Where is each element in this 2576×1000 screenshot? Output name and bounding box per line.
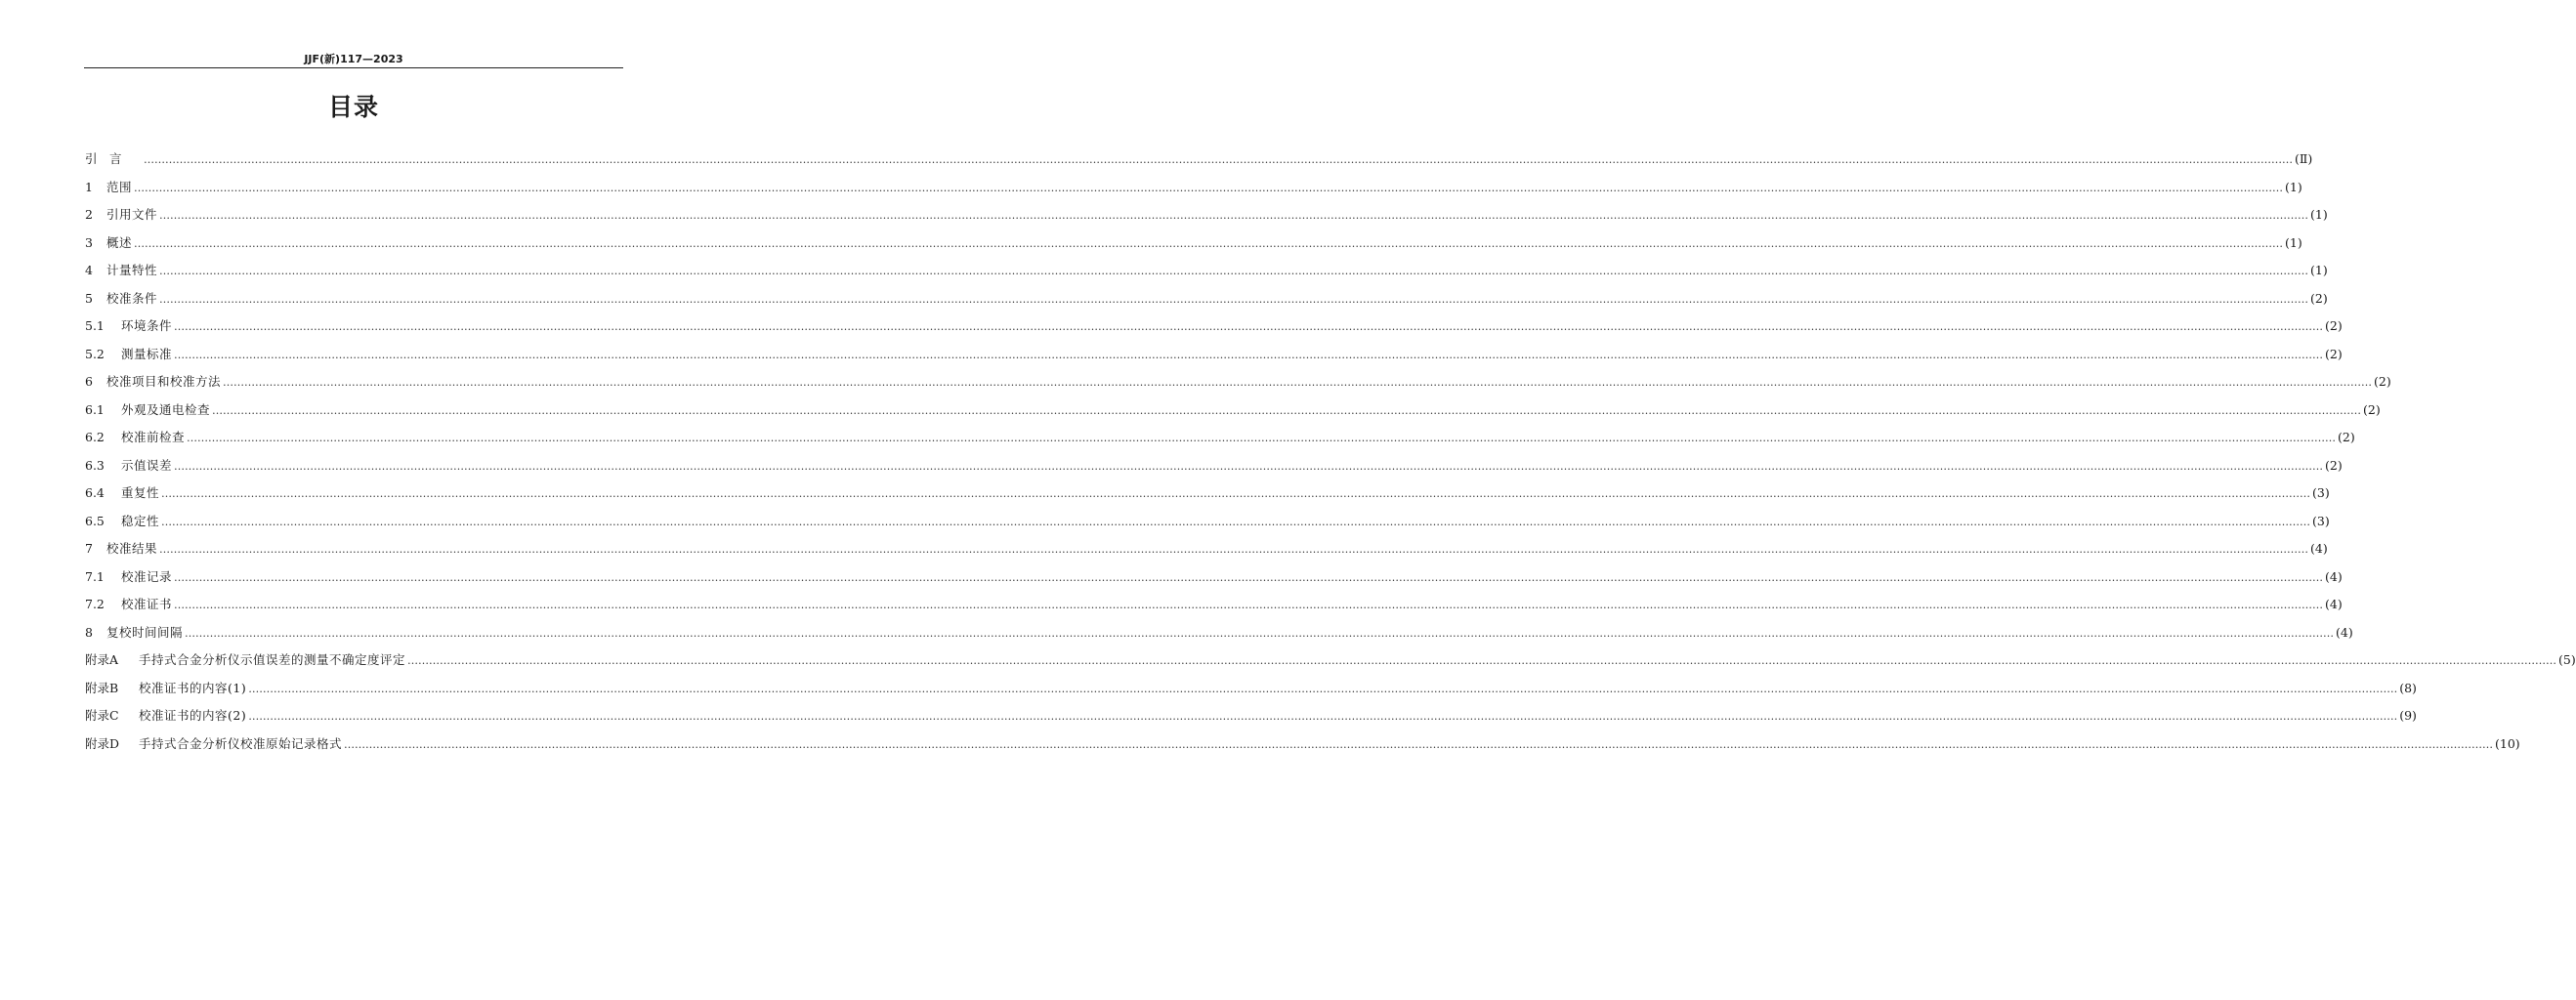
- toc-entry-title: 手持式合金分析仪校准原始记录格式: [139, 735, 343, 751]
- toc-entry-number: 附录A: [85, 652, 119, 667]
- toc-entry-page: (4): [2325, 568, 2343, 584]
- toc-leader-dots: ……………………………………………………………………………………………………………………………………………………………………………………………………………………………………………………………………………………………………………………………………………………………………………………………………………………………………………………………………………………………………………………………………………………: [185, 626, 2335, 640]
- toc-entry-page: (9): [2399, 708, 2417, 723]
- toc-entry-number: 1: [85, 179, 93, 194]
- toc-entry-title: 范围: [106, 179, 133, 194]
- toc-leader-dots: ……………………………………………………………………………………………………………………………………………………………………………………………………………………………………………………………………………………………………………………………………………………………………………………………………………………………………………………………………………………………………………………………………………………: [248, 682, 2398, 695]
- toc-entry-number: 2: [85, 207, 93, 222]
- toc-entry-title: 测量标准: [121, 346, 173, 361]
- toc-entry-number: 引 言: [85, 151, 122, 166]
- toc-leader-dots: ……………………………………………………………………………………………………………………………………………………………………………………………………………………………………………………………………………………………………………………………………………………………………………………………………………………………………………………………………………………………………………………………………………………: [134, 181, 2284, 194]
- toc-entry-number: 6.1: [85, 401, 105, 417]
- toc-entry-page: (5): [2558, 652, 2576, 667]
- toc-entry-title: 计量特性: [106, 263, 158, 277]
- toc-entry-page: (1): [2285, 234, 2302, 250]
- toc-entry[interactable]: [85, 535, 2328, 563]
- toc-entry-page: (4): [2336, 624, 2353, 640]
- toc-entry-page: (2): [2374, 374, 2391, 389]
- toc-leader-dots: ……………………………………………………………………………………………………………………………………………………………………………………………………………………………………………………………………………………………………………………………………………………………………………………………………………………………………………………………………………………………………………………………………………………: [174, 348, 2324, 361]
- toc-leader-dots: ……………………………………………………………………………………………………………………………………………………………………………………………………………………………………………………………………………………………………………………………………………………………………………………………………………………………………………………………………………………………………………………………………………………: [159, 265, 2309, 277]
- toc-entry-number: 附录D: [85, 735, 120, 751]
- toc-entry[interactable]: [85, 285, 2328, 313]
- toc-entry-number: 6: [85, 374, 93, 389]
- toc-entry[interactable]: [85, 619, 2353, 647]
- toc-entry-page: (10): [2495, 735, 2520, 751]
- toc-leader-dots: ……………………………………………………………………………………………………………………………………………………………………………………………………………………………………………………………………………………………………………………………………………………………………………………………………………………………………………………………………………………………………………………………………………………: [161, 515, 2311, 528]
- toc-entry[interactable]: [85, 479, 2330, 508]
- toc-entry-number: 8: [85, 624, 93, 640]
- toc-entry-title: 校准项目和校准方法: [106, 374, 222, 389]
- toc-leader-dots: ……………………………………………………………………………………………………………………………………………………………………………………………………………………………………………………………………………………………………………………………………………………………………………………………………………………………………………………………………………………………………………………………………………………: [174, 320, 2324, 333]
- toc-entry-title: 校准结果: [106, 541, 158, 556]
- toc-leader-dots: ……………………………………………………………………………………………………………………………………………………………………………………………………………………………………………………………………………………………………………………………………………………………………………………………………………………………………………………………………………………………………………………………………………………: [174, 459, 2324, 473]
- toc-entry-number: 附录B: [85, 680, 119, 695]
- toc-entry-page: (4): [2310, 541, 2328, 556]
- toc-leader-dots: ……………………………………………………………………………………………………………………………………………………………………………………………………………………………………………………………………………………………………………………………………………………………………………………………………………………………………………………………………………………………………………………………………………………: [161, 487, 2311, 500]
- toc-entry-page: (4): [2325, 597, 2343, 611]
- toc-entry[interactable]: [85, 201, 2328, 229]
- document-code-header: JJF(新)117—2023: [304, 53, 403, 65]
- toc-entry-page: (1): [2285, 179, 2302, 194]
- toc-entry-title: 校准证书的内容(2): [139, 708, 247, 723]
- toc-entry-title: 校准条件: [106, 290, 158, 306]
- toc-entry-title: 稳定性: [121, 513, 160, 528]
- toc-entry[interactable]: [85, 146, 2313, 174]
- table-of-contents: [85, 146, 2576, 758]
- toc-entry[interactable]: [85, 702, 2417, 730]
- toc-entry-title: 手持式合金分析仪示值误差的测量不确定度评定: [139, 652, 406, 667]
- toc-entry-page: (3): [2312, 513, 2330, 528]
- toc-entry[interactable]: [85, 257, 2328, 285]
- header-divider: [84, 67, 623, 68]
- toc-entry[interactable]: [85, 396, 2381, 425]
- toc-entry-page: (2): [2325, 318, 2343, 333]
- toc-leader-dots: ……………………………………………………………………………………………………………………………………………………………………………………………………………………………………………………………………………………………………………………………………………………………………………………………………………………………………………………………………………………………………………………………………………………: [159, 543, 2309, 556]
- toc-leader-dots: ……………………………………………………………………………………………………………………………………………………………………………………………………………………………………………………………………………………………………………………………………………………………………………………………………………………………………………………………………………………………………………………………………………………: [174, 570, 2324, 584]
- toc-entry-title: 概述: [106, 234, 133, 250]
- toc-entry-title: 外观及通电检查: [121, 401, 211, 417]
- toc-leader-dots: ……………………………………………………………………………………………………………………………………………………………………………………………………………………………………………………………………………………………………………………………………………………………………………………………………………………………………………………………………………………………………………………………………………………: [159, 292, 2309, 306]
- toc-entry-title: 校准证书的内容(1): [139, 680, 247, 695]
- toc-entry-page: (2): [2325, 457, 2343, 473]
- toc-leader-dots: ……………………………………………………………………………………………………………………………………………………………………………………………………………………………………………………………………………………………………………………………………………………………………………………………………………………………………………………………………………………………………………………………………………………: [144, 153, 2293, 166]
- toc-leader-dots: ……………………………………………………………………………………………………………………………………………………………………………………………………………………………………………………………………………………………………………………………………………………………………………………………………………………………………………………………………………………………………………………………………………………: [159, 209, 2309, 222]
- toc-entry[interactable]: [85, 424, 2355, 452]
- toc-entry-title: 校准前检查: [121, 430, 186, 444]
- toc-entry[interactable]: [85, 646, 2576, 675]
- toc-entry[interactable]: [85, 730, 2520, 759]
- toc-entry-number: 附录C: [85, 708, 119, 723]
- toc-leader-dots: ……………………………………………………………………………………………………………………………………………………………………………………………………………………………………………………………………………………………………………………………………………………………………………………………………………………………………………………………………………………………………………………………………………………: [174, 599, 2324, 611]
- toc-entry[interactable]: [85, 341, 2343, 369]
- toc-leader-dots: ……………………………………………………………………………………………………………………………………………………………………………………………………………………………………………………………………………………………………………………………………………………………………………………………………………………………………………………………………………………………………………………………………………………: [344, 737, 2494, 751]
- toc-entry-page: (3): [2312, 485, 2330, 500]
- toc-entry-number: 5.1: [85, 318, 105, 333]
- toc-entry-page: (1): [2310, 207, 2328, 222]
- toc-entry-number: 7.2: [85, 597, 105, 611]
- toc-entry-number: 6.2: [85, 430, 105, 444]
- toc-entry-number: 3: [85, 234, 93, 250]
- toc-leader-dots: ……………………………………………………………………………………………………………………………………………………………………………………………………………………………………………………………………………………………………………………………………………………………………………………………………………………………………………………………………………………………………………………………………………………: [223, 376, 2373, 389]
- toc-entry[interactable]: [85, 452, 2343, 480]
- toc-leader-dots: ……………………………………………………………………………………………………………………………………………………………………………………………………………………………………………………………………………………………………………………………………………………………………………………………………………………………………………………………………………………………………………………………………………………: [407, 654, 2557, 667]
- toc-entry-title: 校准记录: [121, 568, 173, 584]
- toc-entry-title: 示值误差: [121, 457, 173, 473]
- toc-entry[interactable]: [85, 368, 2391, 396]
- toc-entry-number: 5.2: [85, 346, 105, 361]
- toc-entry-title: 引用文件: [106, 207, 158, 222]
- toc-entry-page: (2): [2363, 401, 2381, 417]
- toc-entry-page: (2): [2338, 430, 2355, 444]
- page-title: 目录: [327, 93, 379, 121]
- toc-entry-title: 校准证书: [121, 597, 173, 611]
- toc-entry-page: (2): [2310, 290, 2328, 306]
- toc-entry-number: 6.5: [85, 513, 105, 528]
- toc-entry-page: (1): [2310, 263, 2328, 277]
- toc-entry-number: 7.1: [85, 568, 105, 584]
- toc-entry-title: 环境条件: [121, 318, 173, 333]
- toc-entry[interactable]: [85, 591, 2343, 619]
- toc-entry[interactable]: [85, 675, 2417, 703]
- toc-entry-number: 6.3: [85, 457, 105, 473]
- toc-entry[interactable]: [85, 312, 2343, 341]
- toc-entry-number: 7: [85, 541, 93, 556]
- toc-leader-dots: ……………………………………………………………………………………………………………………………………………………………………………………………………………………………………………………………………………………………………………………………………………………………………………………………………………………………………………………………………………………………………………………………………………………: [248, 710, 2398, 723]
- toc-entry[interactable]: [85, 563, 2343, 592]
- toc-entry-page: (8): [2399, 680, 2417, 695]
- toc-entry-number: 4: [85, 263, 93, 277]
- toc-entry-number: 5: [85, 290, 93, 306]
- toc-entry[interactable]: [85, 229, 2302, 258]
- toc-entry[interactable]: [85, 508, 2330, 536]
- toc-leader-dots: ……………………………………………………………………………………………………………………………………………………………………………………………………………………………………………………………………………………………………………………………………………………………………………………………………………………………………………………………………………………………………………………………………………………: [212, 403, 2362, 417]
- toc-entry[interactable]: [85, 174, 2302, 202]
- toc-entry-title: 重复性: [121, 485, 160, 500]
- toc-leader-dots: ……………………………………………………………………………………………………………………………………………………………………………………………………………………………………………………………………………………………………………………………………………………………………………………………………………………………………………………………………………………………………………………………………………………: [187, 432, 2337, 444]
- toc-leader-dots: ……………………………………………………………………………………………………………………………………………………………………………………………………………………………………………………………………………………………………………………………………………………………………………………………………………………………………………………………………………………………………………………………………………………: [134, 236, 2284, 250]
- toc-entry-page: (Ⅱ): [2295, 151, 2313, 166]
- toc-entry-title: 复校时间间隔: [106, 624, 184, 640]
- toc-entry-page: (2): [2325, 346, 2343, 361]
- toc-entry-number: 6.4: [85, 485, 105, 500]
